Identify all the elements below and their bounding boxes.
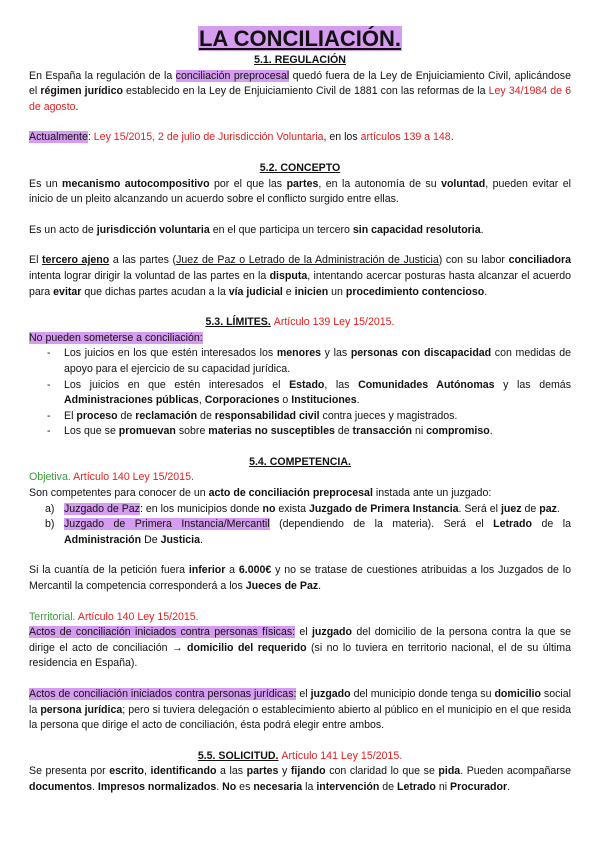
paragraph-competencia-3: Actos de conciliación iniciados contra personas físicas: el juzgado del domicilio de la persona contra la que se dirige el acto de conciliación → domicilio del requerido (si no lo tuviera en territorio nacional, el de su última residencia en España). [29, 626, 572, 670]
paragraph-competencia-4: Actos de conciliación iniciados contra personas jurídicas: el juzgado del municipio donde tenga su domicilio social la persona jurídica; pero si tuviera delegación o establecimiento abierto al público en el municipio en el que resida la persona que dirige el acto de conciliación, ésta podrá elegir entre ambos. [29, 688, 571, 732]
paragraph-regulacion: En España la regulación de la conciliación preprocesal quedó fuera de la Ley de Enjuiciamiento Civil, aplicándose el régimen jurídico establecido en la Ley de Enjuiciamiento Civil de 1881 con las reformas de la Ley 34/1984 de 6 de agosto. [29, 69, 571, 113]
objetiva-label: Objetiva. Artículo 140 Ley 15/2015. [29, 471, 194, 484]
section-heading-solicitud: 5.5. SOLICITUD. Artículo 141 Ley 15/2015. [197, 749, 403, 762]
paragraph-actualmente: Actualmente: Ley 15/2015, 2 de julio de Jurisdicción Voluntaria, en los artículos 139 a 148. [29, 131, 454, 144]
list-item: - Los que se promuevan sobre materias no susceptibles de transacción ni compromiso. [29, 424, 571, 440]
page-title: LA CONCILIACIÓN. [198, 26, 402, 51]
list-item: b) Juzgado de Primera Instancia/Mercantil (dependiendo de la materia). Será el Letrado de la Administración De Justicia. [45, 518, 571, 546]
section-heading-competencia: 5.4. COMPETENCIA. [249, 455, 351, 468]
list-item: - Los juicios en los que estén interesados los menores y las personas con discapacidad con medidas de apoyo para el ejercicio de su capacidad jurídica. [29, 346, 571, 377]
paragraph-competencia-2: Si la cuantía de la petición fuera inferior a 6.000€ y no se tratase de cuestiones atribuidas a los Juzgados de lo Mercantil la competencia corresponderá a los Jueces de Paz. [29, 564, 571, 593]
paragraph-competencia-1: Son competentes para conocer de un acto de conciliación preprocesal instada ante un juzgado: [29, 487, 492, 500]
list-item: a) Juzgado de Paz: en los municipios donde no exista Juzgado de Primera Instancia. Será el juez de paz. [45, 502, 560, 515]
section-heading-concepto: 5.2. CONCEPTO [259, 161, 341, 174]
limites-intro: No pueden someterse a conciliación: [29, 331, 203, 344]
paragraph-concepto-1: Es un mecanismo autocompositivo por el que las partes, en la autonomía de su voluntad, pueden evitar el inicio de un pleito alcanzando un acuerdo sobre el conflicto surgido entre ellas. [29, 177, 571, 206]
document-page [29, 26, 571, 796]
list-item: - El proceso de reclamación de responsabilidad civil contra jueces y magistrados. [29, 409, 571, 425]
paragraph-solicitud: Se presenta por escrito, identificando a las partes y fijando con claridad lo que se pida. Pueden acompañarse documentos. Impresos normalizados. No es necesaria la intervención de Letrado ni Procurador. [29, 765, 572, 793]
paragraph-concepto-3: El tercero ajeno a las partes (Juez de Paz o Letrado de la Administración de Justicia) con su labor conciliadora intenta lograr dirigir la voluntad de las partes en la disputa, intentando acercar posturas hasta alcanzar el acuerdo para evitar que dichas partes acudan a la vía judicial e inicien un procedimiento contencioso. [29, 254, 571, 298]
list-item: - Los juicios en que estén interesados el Estado, las Comunidades Autónomas y las demás Administraciones públicas, Corporaciones o Instituciones. [29, 378, 571, 409]
limites-list [29, 346, 571, 440]
territorial-label: Territorial. Artículo 140 Ley 15/2015. [29, 610, 199, 623]
section-heading-limites: 5.3. LÍMITES. Artículo 139 Ley 15/2015. [205, 316, 395, 329]
section-heading-regulacion: 5.1. REGULACIÓN [254, 54, 346, 66]
competencia-list [29, 502, 571, 549]
paragraph-concepto-2: Es un acto de jurisdicción voluntaria en el que participa un tercero sin capacidad resolutoria. [29, 223, 484, 236]
